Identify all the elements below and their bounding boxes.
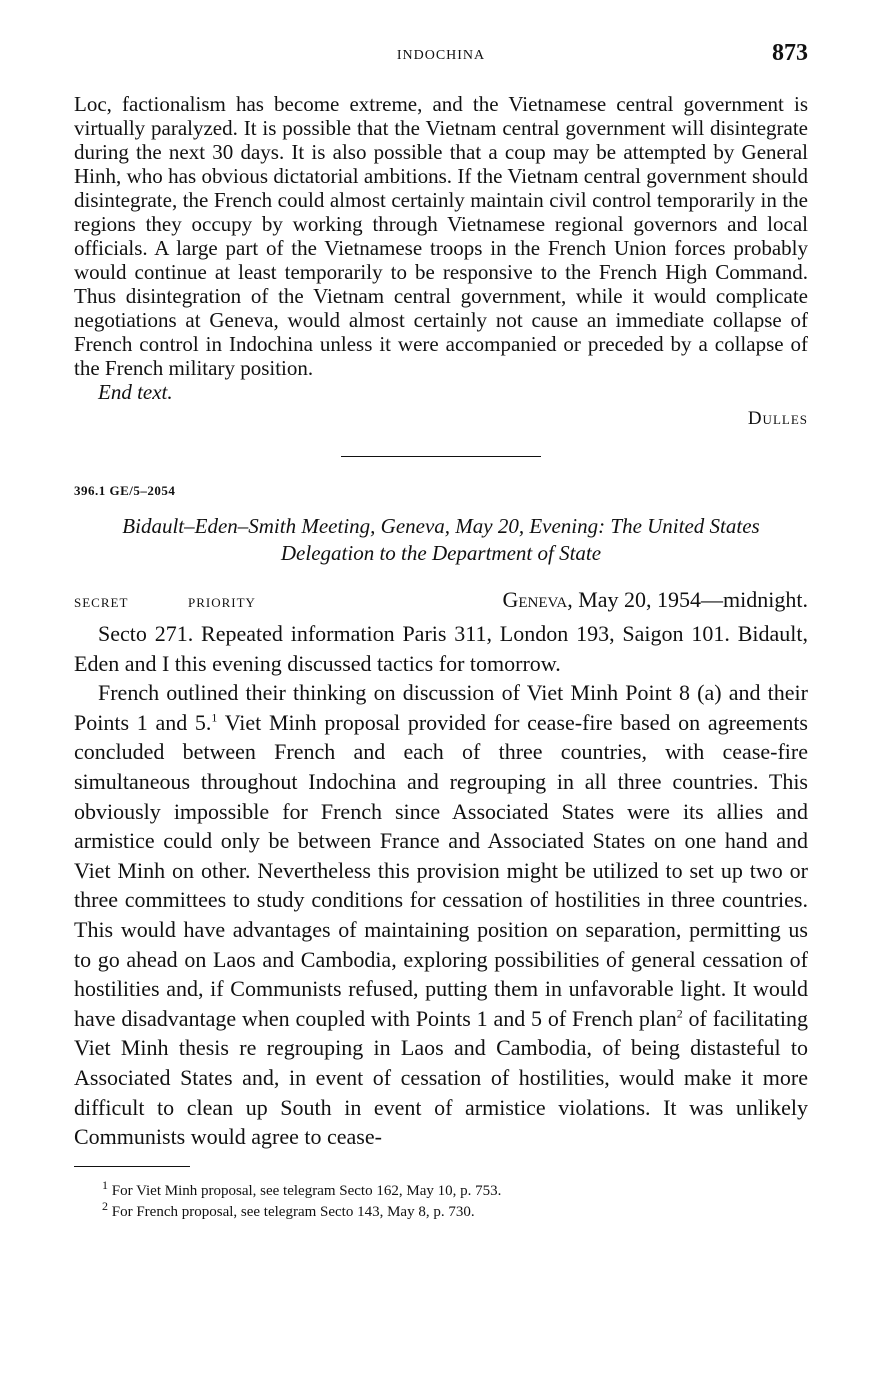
paragraph-2-part-c: of facilitating Viet Minh thesis re regrouping in Laos and Cambodia, of being distasteful to Associated States and, in event of cessation of hostilities, would make it more difficult to clean up South in event of armistice violations. It was unlikely Communists would agree to cease- <box>74 1005 808 1150</box>
document-page <box>74 40 808 1223</box>
dateline <box>74 587 808 617</box>
footnote-ref-2[interactable]: 2 <box>676 1006 683 1021</box>
footnote-rule <box>74 1166 190 1167</box>
running-title: INDOCHINA <box>396 48 486 63</box>
body-paragraph-1: Secto 271. Repeated information Paris 311, London 193, Saigon 101. Bidault, Eden and I this evening discussed tactics for tomorrow. <box>74 621 808 676</box>
footnote-marker: 1 <box>102 1177 108 1192</box>
document-title: Bidault–Eden–Smith Meeting, Geneva, May 20, Evening: The United States Delegation to the Department of State <box>122 514 760 565</box>
footnote-ref-1[interactable]: 1 <box>211 710 218 725</box>
continuation-paragraph: Loc, factionalism has become extreme, and the Vietnamese central government is virtually paralyzed. It is possible that the Vietnam central government will disintegrate during the next 30 days. It is also possible that a coup may be attempted by General Hinh, who has obvious dictatorial ambitions. If the Vietnam central government should disintegrate, the French could almost certainly maintain civil control temporarily in the regions they occupy by working through Vietnamese regional governors and local officials. A large part of the Vietnamese troops in the French Union forces probably would continue at least temporarily to be responsive to the French High Command. Thus disintegration of the Vietnam central government, while it would complicate negotiations at Geneva, would almost certainly not cause an immediate collapse of French control in Indochina unless it were accompanied or preceded by a collapse of the French military position. <box>74 92 808 380</box>
date-time: May 20, 1954—midnight. <box>578 587 808 612</box>
place-date <box>502 587 808 613</box>
paragraph-2-part-b: Viet Minh proposal provided for cease-fire based on agreements concluded between French and each of three countries, with cease-fire simultaneous throughout Indochina and regrouping in all three countries. This obviously impossible for French since Associated States were its allies and armistice could only be between France and Associated States on one hand and Viet Minh on other. Nevertheless this provision might be utilized to set up two or three committees to study conditions for cessation of hostilities in three countries. This would have advantages of maintaining position on separation, permitting us to go ahead on Laos and Cambodia, exploring possibilities of general cessation of hostilities and, if Communists refused, putting them in unfavorable light. It would have disadvantage when coupled with Points 1 and 5 of French plan <box>74 709 808 1031</box>
paragraph-2-part-a: French outlined their thinking on discussion of Viet Minh Point 8 (a) and their Points 1 and 5. <box>74 680 808 735</box>
page-number: 873 <box>772 40 808 66</box>
running-head <box>74 40 808 76</box>
signature: Dulles <box>747 408 808 429</box>
footnote-2 <box>102 1198 808 1223</box>
end-text-marker: End text. <box>98 380 173 404</box>
place-name: Geneva, <box>502 587 573 612</box>
precedence-label: PRIORITY <box>188 595 256 610</box>
body-paragraph-2 <box>74 678 808 1152</box>
footnote-marker: 2 <box>102 1198 108 1213</box>
footnote-1 <box>102 1177 808 1202</box>
section-divider <box>341 456 541 457</box>
footnote-text: For Viet Minh proposal, see telegram Secto 162, May 10, p. 753. <box>111 1182 502 1199</box>
footnotes <box>74 1177 808 1223</box>
classification-label: SECRET <box>74 595 129 610</box>
file-number: 396.1 GE/5–2054 <box>74 483 176 498</box>
footnote-text: For French proposal, see telegram Secto 143, May 8, p. 730. <box>111 1203 475 1220</box>
